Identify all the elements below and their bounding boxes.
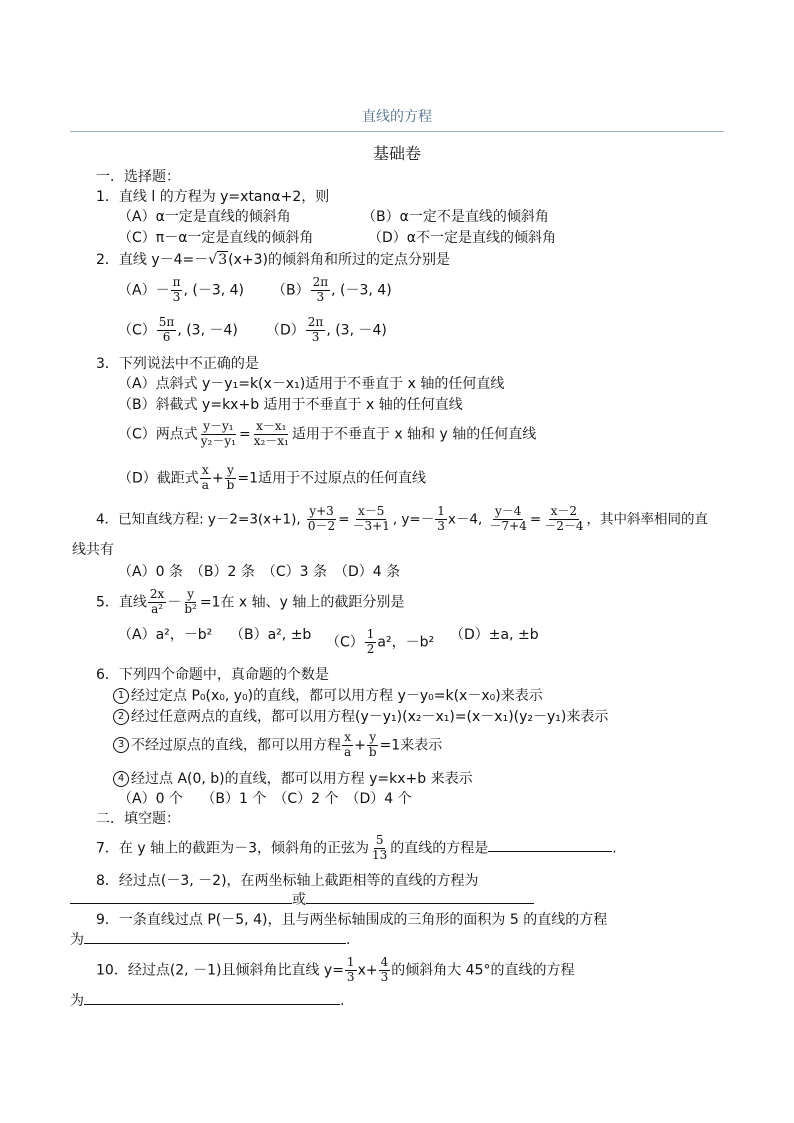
- denominator: 3: [172, 289, 181, 304]
- fraction: [252, 420, 291, 449]
- question-text: 4．已知直线方程: y－2=3(x+1),: [96, 511, 301, 528]
- question-2-option-b: [272, 276, 392, 305]
- question-text: =1在 x 轴、y 轴上的截距分别是: [199, 594, 405, 611]
- plus-sign: +: [211, 470, 224, 487]
- answer-blank-2[interactable]: [306, 902, 534, 904]
- numerator: y: [227, 463, 234, 477]
- numerator: 1: [366, 627, 375, 641]
- period: .: [340, 993, 345, 1009]
- denominator: 3: [437, 518, 445, 533]
- question-5-option-d: （D）±a, ±b: [450, 627, 539, 643]
- question-3-option-d: [118, 464, 426, 493]
- denominator: 3: [316, 289, 325, 304]
- numerator: x: [344, 730, 351, 744]
- fraction: [199, 420, 238, 449]
- proposition-text: 经过点 A(0, b)的直线，都可以用方程 y=kx+b 来表示: [131, 771, 473, 787]
- question-6-options: （A）0 个 （B）1 个 （C）2 个 （D）4 个: [118, 791, 412, 807]
- question-2-stem-end: (x+3)的倾斜角和所过的定点分别是: [228, 252, 450, 268]
- circled-number-3-icon: 3: [113, 737, 129, 753]
- numerator: 5π: [158, 315, 175, 329]
- question-10-answer-line: [70, 994, 344, 1009]
- numerator: x－5: [357, 504, 385, 518]
- period: .: [612, 840, 617, 857]
- question-1-option-c: （C）π－α一定是直线的倾斜角: [118, 230, 314, 246]
- sqrt-symbol: √: [208, 252, 218, 268]
- question-6-proposition-2: [113, 709, 608, 725]
- question-3-option-c: [118, 420, 536, 449]
- question-7: [96, 834, 617, 863]
- minus-sign: －: [155, 282, 170, 299]
- proposition-text: 经过定点 P₀(x₀, y₀)的直线，都可以用方程 y－y₀=k(x－x₀)来表示: [131, 688, 543, 704]
- question-text: 7．在 y 轴上的截距为－3，倾斜角的正弦为: [96, 840, 369, 857]
- option-label: （C）: [118, 322, 156, 339]
- option-text: 适用于不垂直于 x 轴和 y 轴的任何直线: [291, 426, 537, 443]
- equation-text: x+: [357, 962, 378, 979]
- fraction: [342, 731, 353, 760]
- numerator: x: [201, 463, 209, 477]
- denominator: a: [344, 744, 352, 759]
- numerator: 1: [437, 504, 445, 518]
- proposition-text: 不经过原点的直线，都可以用方程: [131, 737, 341, 754]
- minus-sign: －: [167, 594, 182, 611]
- question-9-stem: 9．一条直线过点 P(－5, 4)，且与两坐标轴围成的三角形的面积为 5 的直线的方程: [96, 912, 608, 928]
- or-text: 或: [292, 892, 306, 908]
- option-label: （A）: [118, 282, 156, 299]
- question-2-option-d: [266, 316, 387, 345]
- period: .: [346, 932, 351, 948]
- question-1-stem: 1．直线 l 的方程为 y=xtanα+2，则: [96, 189, 330, 205]
- question-text: ，其中斜率相同的直: [586, 511, 708, 528]
- question-1-option-b: （B）α一定不是直线的倾斜角: [362, 209, 549, 225]
- option-text: a²，－b²: [377, 634, 435, 651]
- lead-text: 为: [70, 932, 84, 948]
- question-6-stem: 6．下列四个命题中，真命题的个数是: [96, 667, 329, 683]
- fraction: [351, 505, 392, 534]
- numerator: 1: [346, 955, 355, 969]
- numerator: x－2: [550, 504, 578, 518]
- equals-sign: =: [238, 426, 251, 443]
- page-subtitle: 基础卷: [372, 144, 421, 163]
- question-2-option-a: [118, 276, 244, 305]
- numerator: y－y₁: [203, 419, 234, 433]
- question-1-option-a: （A）α一定是直线的倾斜角: [118, 209, 291, 225]
- plus-sign: +: [354, 737, 366, 754]
- circled-number-4-icon: 4: [113, 771, 129, 787]
- numerator: π: [172, 275, 181, 289]
- denominator: 3: [311, 329, 320, 344]
- denominator: 2: [366, 641, 375, 656]
- question-8-stem: 8．经过点(－3, －2)，在两坐标轴上截距相等的直线的方程为: [96, 873, 479, 889]
- question-3-stem: 3．下列说法中不正确的是: [96, 356, 259, 372]
- denominator: x₂－x₁: [253, 433, 289, 448]
- point: , (3, －4): [177, 322, 238, 339]
- point: , (3, －4): [326, 322, 387, 339]
- denominator: b: [368, 744, 377, 759]
- circled-number-2-icon: 2: [113, 709, 129, 725]
- denominator: 3: [380, 969, 389, 984]
- answer-blank[interactable]: [84, 1003, 340, 1005]
- sqrt-radicand: 3: [218, 252, 228, 268]
- question-3-option-a: （A）点斜式 y－y₁=k(x－x₁)适用于不垂直于 x 轴的任何直线: [118, 376, 505, 392]
- point: , (－3, 4): [331, 282, 392, 299]
- fraction: [225, 464, 237, 493]
- denominator: 0－2: [307, 518, 336, 533]
- option-label: （C）两点式: [118, 426, 198, 443]
- question-2-stem: [96, 253, 450, 268]
- question-5-stem: [96, 588, 404, 617]
- denominator: y₂－y₁: [200, 433, 236, 448]
- denominator: b²: [184, 601, 197, 616]
- question-10-stem: [96, 956, 574, 985]
- section-heading-fill: 二．填空题：: [96, 811, 180, 827]
- question-6-proposition-1: [113, 688, 543, 704]
- header-divider: [70, 131, 724, 132]
- answer-blank[interactable]: [488, 850, 612, 852]
- option-text: =1适用于不过原点的任何直线: [237, 470, 426, 487]
- option-label: （D）截距式: [118, 470, 199, 487]
- denominator: 13: [372, 847, 388, 862]
- fraction: [345, 956, 357, 985]
- question-text: 的倾斜角大 45°的直线的方程: [391, 962, 575, 979]
- fraction: [182, 588, 199, 617]
- fraction: [488, 505, 529, 534]
- question-text: 10．经过点(2, －1)且倾斜角比直线 y=: [96, 962, 344, 979]
- question-2-stem-start: 2．直线 y－4=－: [96, 252, 209, 268]
- fraction: [542, 505, 585, 534]
- proposition-text: =1来表示: [379, 737, 443, 754]
- fraction: [148, 588, 166, 617]
- numerator: x－x₁: [256, 419, 287, 433]
- numerator: 2x: [149, 587, 165, 601]
- equation-text: x－4,: [447, 511, 483, 528]
- fraction: [311, 276, 331, 305]
- question-3-option-b: （B）斜截式 y=kx+b 适用于不垂直于 x 轴的任何直线: [118, 397, 463, 413]
- document-header-title: 直线的方程: [362, 109, 432, 125]
- fraction: [200, 464, 211, 493]
- denominator: 6: [162, 329, 171, 344]
- question-8-answer-line: [70, 893, 534, 908]
- denominator: －2－4: [544, 518, 584, 533]
- question-5-option-c: [326, 628, 434, 657]
- section-heading-choice: 一．选择题：: [96, 169, 180, 185]
- fraction: [306, 505, 337, 534]
- equation-text: , y=－: [392, 511, 435, 528]
- question-5-option-a: （A）a²，－b²: [118, 627, 213, 643]
- question-text: 5．直线: [96, 594, 147, 611]
- fraction: [365, 628, 377, 657]
- option-label: （C）: [326, 634, 364, 651]
- question-9-answer-line: [70, 933, 350, 948]
- denominator: a²: [151, 601, 164, 616]
- question-6-proposition-3: [113, 731, 442, 760]
- question-text: 的直线的方程是: [390, 840, 489, 857]
- answer-blank[interactable]: [84, 942, 346, 944]
- question-4-options: （A）0 条 （B）2 条 （C）3 条 （D）4 条: [118, 564, 401, 580]
- numerator: y: [369, 730, 377, 744]
- numerator: 5: [375, 833, 384, 847]
- numerator: y－4: [495, 504, 522, 518]
- fraction: [157, 316, 177, 345]
- denominator: b: [226, 477, 235, 492]
- fraction: [171, 276, 183, 305]
- question-2-option-c: [118, 316, 238, 345]
- fraction: [379, 956, 391, 985]
- numerator: y: [187, 587, 194, 601]
- numerator: 2π: [307, 315, 324, 329]
- fraction: [306, 316, 326, 345]
- option-label: （B）: [272, 282, 310, 299]
- question-5-option-b: （B）a², ±b: [230, 627, 312, 643]
- numerator: 2π: [312, 275, 329, 289]
- fraction: [435, 505, 447, 534]
- question-4-stem-continued: 线共有: [72, 542, 114, 558]
- equals-sign: =: [529, 511, 542, 528]
- circled-number-1-icon: 1: [113, 688, 129, 704]
- denominator: a: [201, 477, 209, 492]
- denominator: －3+1: [352, 518, 390, 533]
- numerator: 4: [380, 955, 389, 969]
- fraction: [370, 834, 389, 863]
- fraction: [367, 731, 379, 760]
- proposition-text: 经过任意两点的直线，都可以用方程(y－y₁)(x₂－x₁)=(x－x₁)(y₂－y₁)来表示: [131, 709, 609, 725]
- option-label: （D）: [266, 322, 305, 339]
- question-1-option-d: （D）α不一定是直线的倾斜角: [368, 230, 557, 246]
- lead-text: 为: [70, 993, 84, 1009]
- numerator: y+3: [309, 504, 334, 518]
- question-4-stem: [96, 505, 708, 534]
- denominator: 3: [346, 969, 355, 984]
- question-6-proposition-4: [113, 771, 473, 787]
- denominator: －7+4: [489, 518, 527, 533]
- point: , (－3, 4): [183, 282, 245, 299]
- answer-blank-1[interactable]: [70, 902, 292, 904]
- equals-sign: =: [338, 511, 350, 528]
